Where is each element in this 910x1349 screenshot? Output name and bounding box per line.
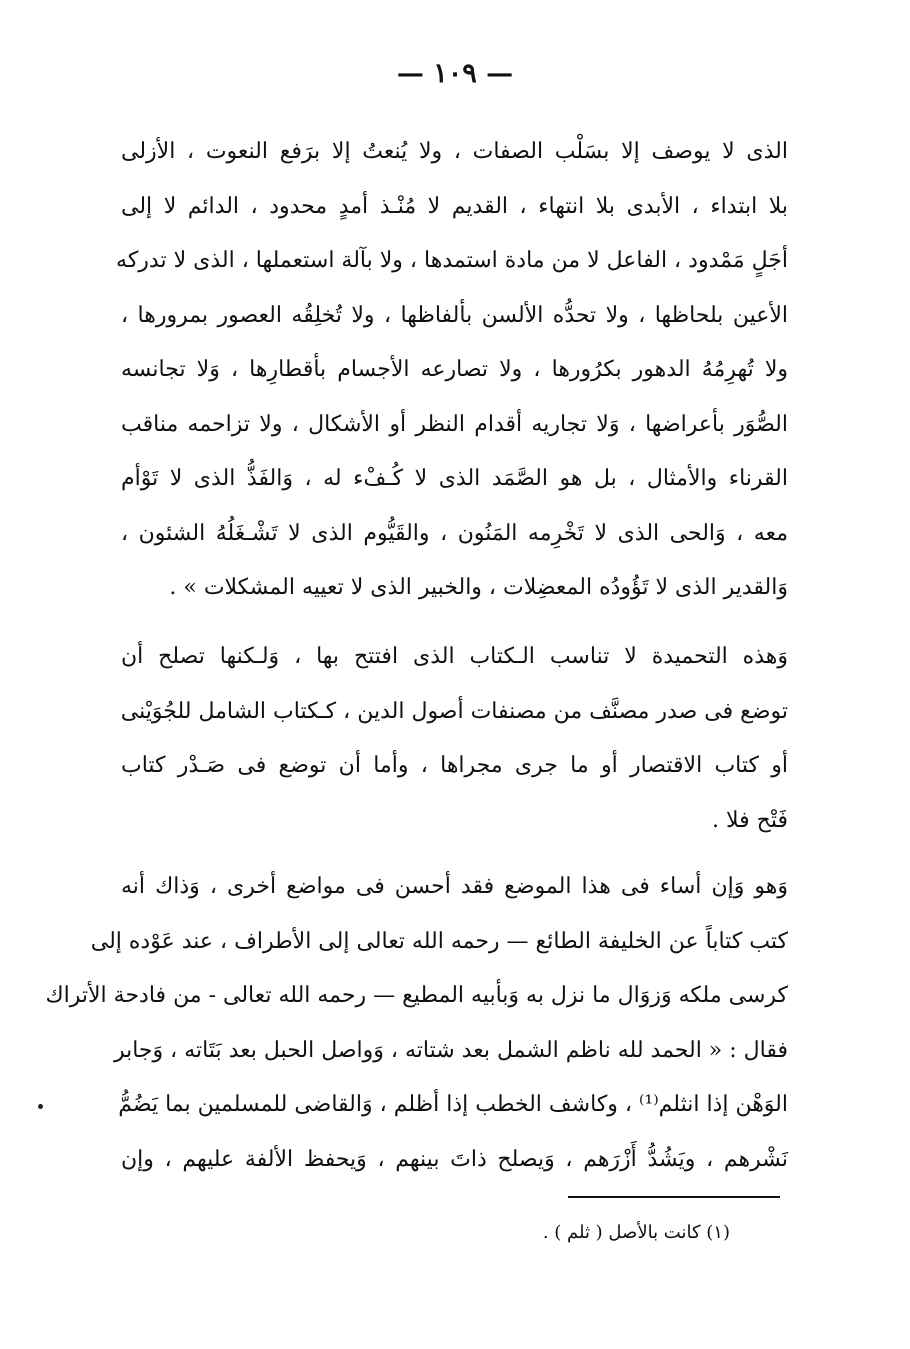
text-line: فَتْح فلا .: [712, 807, 788, 833]
text-line: توضع فى صدر مصنَّف من مصنفات أصول الدين ، كـكتاب الشامل للجُوَيْنى: [120, 698, 788, 724]
text-line: وَالقدير الذى لا تَؤُودُه المعضِلات ، والخبير الذى لا تعييه المشكلات » .: [169, 575, 788, 600]
footnote: (١) كانت بالأصل ( ثلم ) .: [542, 1222, 730, 1243]
text-line: بلا ابتداء ، الأبدى بلا انتهاء ، القديم لا مُنْـذ أمدٍ محدود ، الدائم لا إلى: [121, 193, 788, 219]
text-line: معه ، وَالحى الذى لا تَخْرِمه المَنُون ، والقَيُّوم الذى لا تَشْـغَلُهُ الشئون ،: [121, 520, 788, 546]
text-line: الأعين بلحاظها ، ولا تحدُّه الألسن بألفاظها ، ولا تُخلِقُه العصور بمرورها ،: [121, 302, 788, 328]
text-line: الصُّوَر بأعراضها ، وَلا تجاريه أقدام النظر أو الأشكال ، ولا تزاحمه مناقب: [121, 411, 788, 437]
text-line: القرناء والأمثال ، بل هو الصَّمَد الذى لا كُـفْء له ، وَالفَذُّ الذى لا تَوْأم: [121, 466, 788, 491]
page-number: — ١٠٩ —: [396, 58, 514, 89]
text-line: كتب كتاباً عن الخليفة الطائع — رحمه الله تعالى إلى الأطراف ، عند عَوْده إلى: [90, 928, 788, 954]
text-line: أجَلٍ مَمْدود ، الفاعل لا من مادة استمدها ، ولا بآلة استعملها ، الذى لا تدركه: [116, 248, 788, 273]
text-line: أو كتاب الاقتصار أو ما جرى مجراها ، وأما أن توضع فى صَـدْر كتاب: [121, 753, 788, 778]
paragraph-2: [121, 630, 788, 848]
text-line: الوَهْن إذا انثلم⁽¹⁾ ، وكاشف الخطب إذا أظلم ، وَالقاضى للمسلمين بما يَضُمُّ: [118, 1092, 788, 1117]
paragraph-3: [45, 860, 788, 1187]
text-line: نَشْرهم ، ويَشُدُّ أَزْرَهم ، وَيصلح ذاتَ بينهم ، وَيحفظ الألفة عليهم ، وإن: [121, 1146, 788, 1172]
text-line: كرسى ملكه وَزوَال ما نزل به وَبأبيه المطيع — رحمه الله تعالى - من فادحة الأتراك: [45, 983, 788, 1008]
paragraph-1: [116, 125, 788, 616]
margin-mark: [38, 1104, 43, 1109]
text-line: الذى لا يوصف إلا بسَلْب الصفات ، ولا يُنعتُ إلا برَفع النعوت ، الأزلى: [121, 139, 788, 164]
text-line: ولا تُهرِمُهُ الدهور بكرُورها ، ولا تصارعه الأجسام بأقطارِها ، وَلا تجانسه: [121, 357, 788, 382]
text-line: وَهو وَإن أساء فى هذا الموضع فقد أحسن فى مواضع أخرى ، وَذاك أنه: [121, 874, 788, 899]
text-line: فقال : « الحمد لله ناظم الشمل بعد شتاته ، وَواصل الحبل بعد بَتَاته ، وَجابر: [113, 1037, 788, 1063]
text-line: وَهذه التحميدة لا تناسب الـكتاب الذى افتتح بها ، وَلـكنها تصلح أن: [121, 644, 788, 669]
footnote-separator: [568, 1196, 780, 1198]
